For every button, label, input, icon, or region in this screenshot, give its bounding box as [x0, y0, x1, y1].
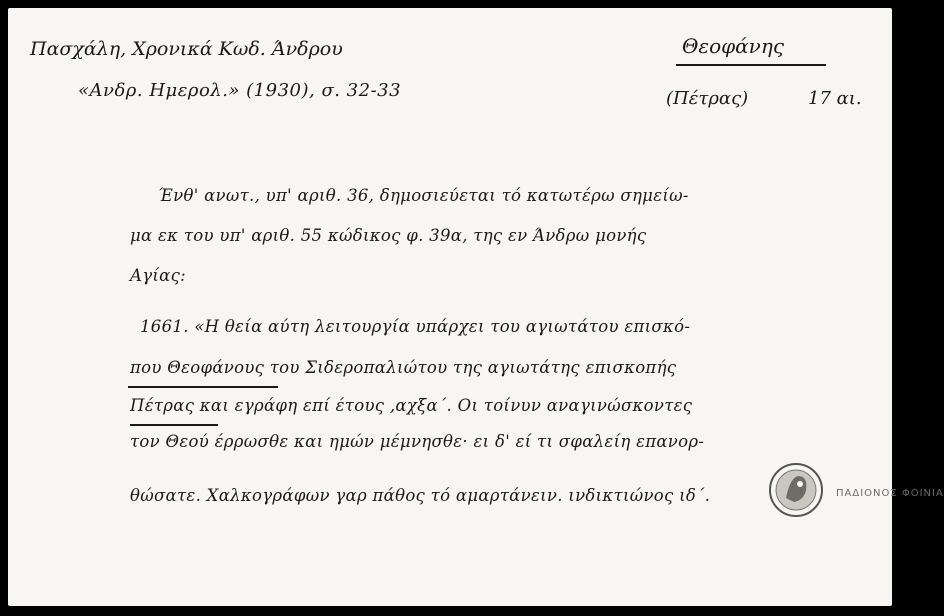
body-line-4: 1661. «Η θεία αύτη λειτουργία υπάρχει του αγιωτάτου επισκό-: [140, 317, 691, 336]
watermark-text: ΠΑΔΙΟΝΟΣ ΦΟΙΝΙΑ: [836, 488, 944, 499]
journal-reference: «Ανδρ. Ημερολ.» (1930), σ. 32-33: [78, 80, 402, 101]
index-card: [8, 8, 944, 606]
body-line-5: που Θεοφάνους του Σιδεροπαλιώτου της αγιωτάτης επισκοπής: [130, 358, 677, 377]
underline-petras: [130, 424, 218, 426]
body-line-2: μα εκ του υπ' αριθ. 55 κώδικος φ. 39α, της εν Άνδρω μονής: [130, 226, 647, 245]
body-line-6: Πέτρας και εγράφη επί έτους ,αχξα΄. Οι τοίνυν αναγινώσκοντες: [130, 396, 693, 415]
place-label: (Πέτρας): [666, 88, 749, 109]
source-title: Πασχάλη, Χρονικά Κωδ. Άνδρου: [30, 38, 343, 60]
century-label: 17 αι.: [808, 88, 862, 109]
body-line-1: Ένθ' ανωτ., υπ' αριθ. 36, δημοσιεύεται τό κατωτέρω σημείω-: [158, 186, 689, 205]
body-line-7: τον Θεού έρρωσθε και ημών μέμνησθε· ει δ' εί τι σφαλείη επανορ-: [130, 432, 705, 451]
body-line-8: θώσατε. Χαλκογράφων γαρ πάθος τό αμαρτάνειν. ινδικτιώνος ιδ΄.: [130, 486, 711, 505]
name-underline: [676, 64, 826, 66]
body-line-3: Αγίας:: [130, 266, 186, 285]
seal-icon: [766, 460, 826, 520]
underline-theofanous: [128, 386, 278, 388]
person-name: Θεοφάνης: [682, 34, 785, 58]
